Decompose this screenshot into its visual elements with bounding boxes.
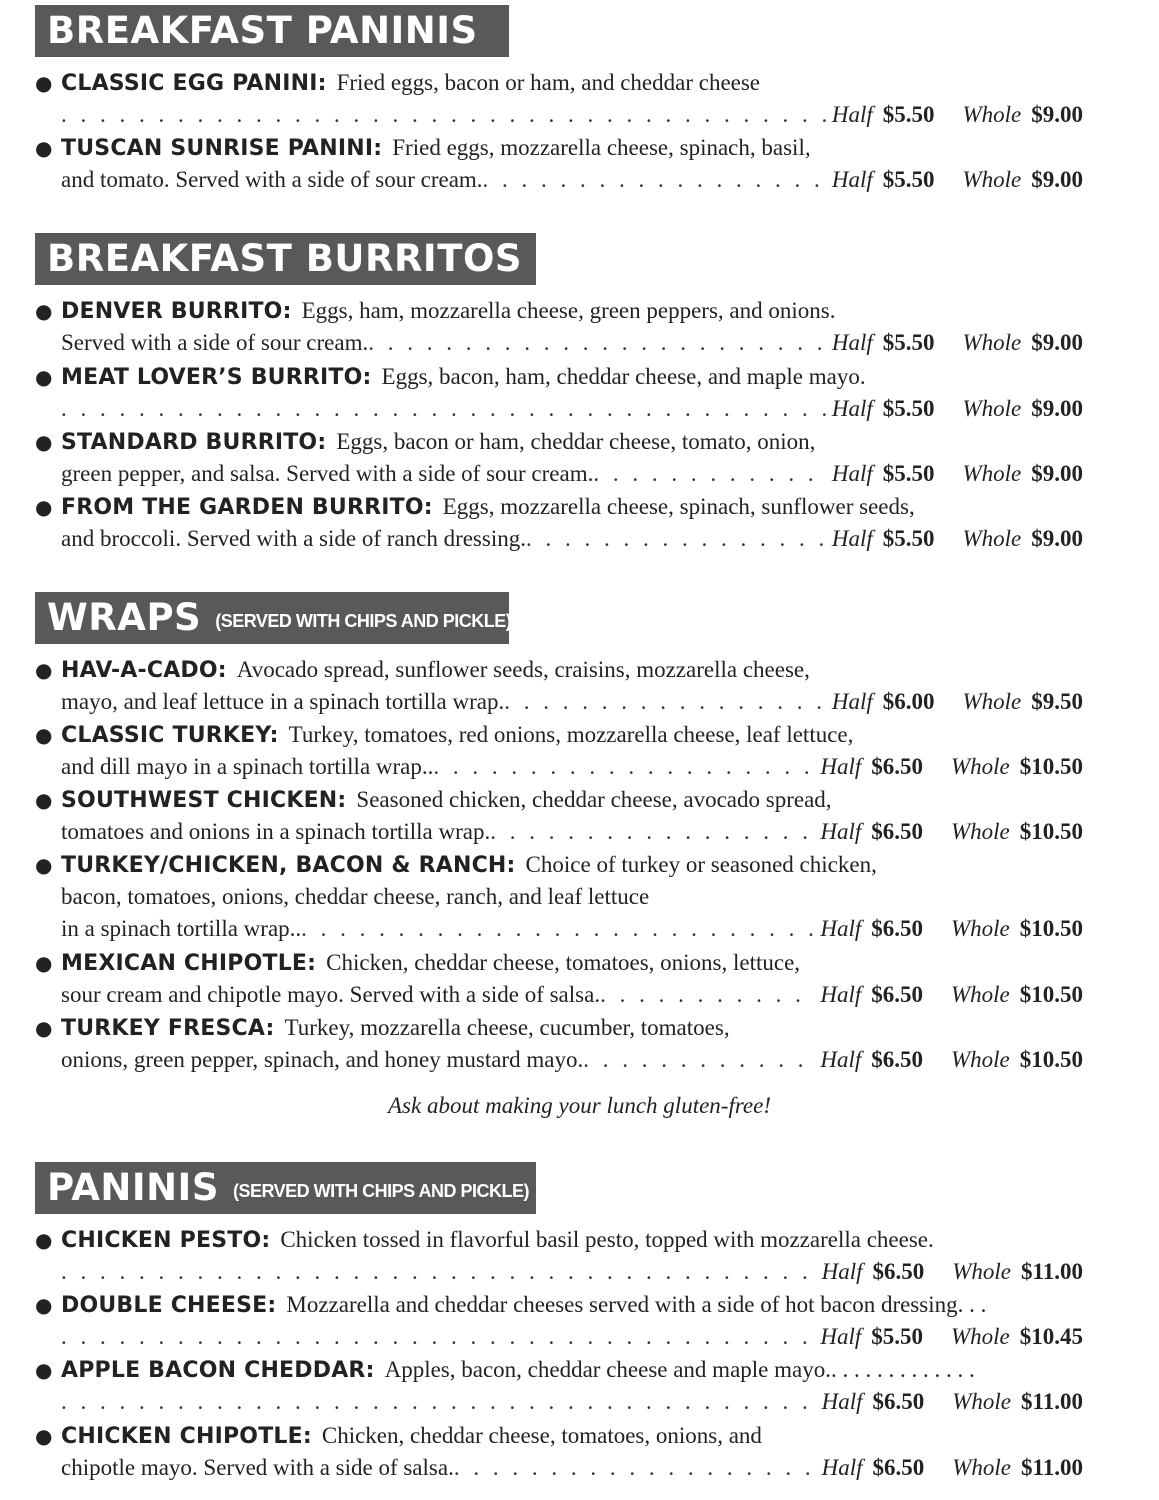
dot-leader <box>583 1044 816 1076</box>
bullet-icon: ● <box>35 723 53 747</box>
item-description: and dill mayo in a spinach tortilla wrap.. <box>61 754 434 779</box>
whole-label: Whole <box>950 819 1010 844</box>
section-subtitle: (SERVED WITH CHIPS AND PICKLE) <box>232 1181 530 1201</box>
half-price: $5.50 <box>882 526 935 551</box>
whole-label: Whole <box>950 916 1010 941</box>
whole-price: $9.00 <box>1031 167 1083 192</box>
whole-label: Whole <box>950 1047 1010 1072</box>
bullet-icon: ● <box>35 951 53 975</box>
whole-label: Whole <box>950 1324 1010 1349</box>
half-label: Half <box>821 1389 863 1414</box>
dot-leader <box>61 1321 816 1353</box>
item-description: Chicken, cheddar cheese, tomatoes, onions, lettuce, <box>326 950 801 975</box>
item-name: CHICKEN CHIPOTLE: <box>61 1424 312 1449</box>
section-subtitle: (SERVED WITH CHIPS AND PICKLE) <box>215 611 512 631</box>
whole-price: $10.50 <box>1019 819 1083 844</box>
dot-leader <box>301 913 816 945</box>
item-name: TURKEY/CHICKEN, BACON & RANCH: <box>61 853 516 878</box>
item-description: mayo, and leaf lettuce in a spinach tortilla wrap. <box>61 689 505 714</box>
half-price: $5.50 <box>882 461 935 486</box>
item-description: Chicken tossed in flavorful basil pesto, topped with mozzarella cheese. <box>280 1227 934 1252</box>
dot-leader <box>61 1386 818 1418</box>
bullet-icon: ● <box>35 1358 53 1382</box>
dot-leader <box>600 979 816 1011</box>
whole-price: $9.00 <box>1031 461 1083 486</box>
half-label: Half <box>820 1047 862 1072</box>
half-price: $5.50 <box>871 1324 923 1349</box>
dot-leader <box>368 327 828 359</box>
half-price: $6.50 <box>872 1455 925 1480</box>
item-name: MEAT LOVER’S BURRITO: <box>61 365 372 390</box>
bullet-icon: ● <box>35 495 53 519</box>
section-title: PANINIS <box>47 1166 219 1209</box>
bullet-icon: ● <box>35 1293 53 1317</box>
whole-label: Whole <box>952 1389 1012 1414</box>
whole-price: $11.00 <box>1021 1389 1083 1414</box>
half-label: Half <box>831 689 873 714</box>
item-description: Fried eggs, mozzarella cheese, spinach, basil, <box>392 135 811 160</box>
half-price: $6.50 <box>872 1389 925 1414</box>
item-description: Apples, bacon, cheddar cheese and maple mayo.. . . . . . . . . . . . . <box>384 1357 975 1382</box>
item-name: DENVER BURRITO: <box>61 299 292 324</box>
section-header <box>35 233 536 285</box>
item-description: Turkey, mozzarella cheese, cucumber, tomatoes, <box>284 1015 730 1040</box>
whole-label: Whole <box>952 1259 1012 1284</box>
half-label: Half <box>831 167 873 192</box>
item-description: Chicken, cheddar cheese, tomatoes, onions, and <box>321 1423 762 1448</box>
half-price: $6.50 <box>871 982 923 1007</box>
whole-price: $10.45 <box>1019 1324 1083 1349</box>
item-name: CHICKEN PESTO: <box>61 1228 271 1253</box>
bullet-icon: ● <box>35 365 53 389</box>
item-name: DOUBLE CHEESE: <box>61 1293 277 1318</box>
item-description: Served with a side of sour cream. <box>61 330 369 355</box>
section-title: WRAPS <box>47 596 202 639</box>
item-name: HAV-A-CADO: <box>61 658 227 683</box>
item-name: MEXICAN CHIPOTLE: <box>61 951 317 976</box>
half-price: $5.50 <box>882 330 935 355</box>
half-price: $6.50 <box>871 819 923 844</box>
half-price: $5.50 <box>882 102 935 127</box>
item-description: and broccoli. Served with a side of ranch dressing. <box>61 526 526 551</box>
dot-leader <box>593 458 827 490</box>
bullet-icon: ● <box>35 430 53 454</box>
whole-label: Whole <box>952 1455 1012 1480</box>
whole-price: $11.00 <box>1021 1455 1083 1480</box>
item-description: sour cream and chipotle mayo. Served with a side of salsa. <box>61 982 601 1007</box>
item-description: Turkey, tomatoes, red onions, mozzarella cheese, leaf lettuce, <box>288 722 854 747</box>
item-description: and tomato. Served with a side of sour cream. <box>61 167 483 192</box>
item-name: TUSCAN SUNRISE PANINI: <box>61 136 383 161</box>
whole-price: $10.50 <box>1019 754 1083 779</box>
half-label: Half <box>820 819 862 844</box>
item-description: onions, green pepper, spinach, and honey mustard mayo. <box>61 1047 584 1072</box>
dot-leader <box>504 686 828 718</box>
item-description: tomatoes and onions in a spinach tortilla wrap. <box>61 819 491 844</box>
whole-price: $10.50 <box>1019 916 1083 941</box>
half-label: Half <box>831 461 873 486</box>
bullet-icon: ● <box>35 853 53 877</box>
whole-price: $9.00 <box>1031 330 1083 355</box>
half-label: Half <box>831 330 873 355</box>
bullet-icon: ● <box>35 658 53 682</box>
whole-price: $9.00 <box>1031 526 1083 551</box>
section-title: BREAKFAST BURRITOS <box>47 237 523 280</box>
item-description: Choice of turkey or seasoned chicken, <box>525 852 877 877</box>
half-label: Half <box>831 396 873 421</box>
whole-label: Whole <box>962 689 1022 714</box>
whole-label: Whole <box>962 396 1022 421</box>
section-header <box>35 5 509 57</box>
bullet-icon: ● <box>35 136 53 160</box>
dot-leader <box>433 751 816 783</box>
half-label: Half <box>820 916 862 941</box>
bullet-icon: ● <box>35 299 53 323</box>
bullet-icon: ● <box>35 1016 53 1040</box>
section-header <box>35 1162 536 1214</box>
dot-leader <box>61 1256 818 1288</box>
bullet-icon: ● <box>35 1424 53 1448</box>
item-name: FROM THE GARDEN BURRITO: <box>61 495 433 520</box>
whole-price: $11.00 <box>1021 1259 1083 1284</box>
item-description: green pepper, and salsa. Served with a side of sour cream. <box>61 461 594 486</box>
dot-leader <box>61 393 828 425</box>
item-description: Eggs, bacon, ham, cheddar cheese, and maple mayo. <box>381 364 866 389</box>
item-description: Eggs, mozzarella cheese, spinach, sunflower seeds, <box>442 494 915 519</box>
half-label: Half <box>821 1259 863 1284</box>
whole-label: Whole <box>962 102 1022 127</box>
gluten-free-note: Ask about making your lunch gluten-free! <box>387 1093 772 1118</box>
half-label: Half <box>831 526 873 551</box>
bullet-icon: ● <box>35 788 53 812</box>
whole-label: Whole <box>962 526 1022 551</box>
dot-leader <box>483 164 828 196</box>
whole-label: Whole <box>962 330 1022 355</box>
half-price: $5.50 <box>882 167 935 192</box>
item-description: Mozzarella and cheddar cheeses served with a side of hot bacon dressing. . . <box>286 1292 987 1317</box>
item-description: chipotle mayo. Served with a side of salsa. <box>61 1455 454 1480</box>
half-label: Half <box>820 982 862 1007</box>
item-name: TURKEY FRESCA: <box>61 1016 275 1041</box>
half-price: $6.00 <box>882 689 935 714</box>
half-label: Half <box>820 1324 862 1349</box>
dot-leader <box>61 99 828 131</box>
whole-label: Whole <box>950 754 1010 779</box>
item-description: in a spinach tortilla wrap.. <box>61 916 302 941</box>
dot-leader <box>490 816 816 848</box>
whole-label: Whole <box>962 461 1022 486</box>
item-name: CLASSIC TURKEY: <box>61 723 279 748</box>
bullet-icon: ● <box>35 1228 53 1252</box>
item-name: APPLE BACON CHEDDAR: <box>61 1358 375 1383</box>
whole-price: $9.00 <box>1031 396 1083 421</box>
dot-leader <box>526 523 828 555</box>
half-label: Half <box>820 754 862 779</box>
item-description: Eggs, ham, mozzarella cheese, green peppers, and onions. <box>301 298 836 323</box>
item-description: bacon, tomatoes, onions, cheddar cheese, ranch, and leaf lettuce <box>61 884 650 909</box>
section-title: BREAKFAST PANINIS <box>47 9 478 52</box>
half-price: $5.50 <box>882 396 935 421</box>
half-price: $6.50 <box>871 1047 923 1072</box>
whole-price: $9.00 <box>1031 102 1083 127</box>
dot-leader <box>454 1452 818 1484</box>
whole-price: $10.50 <box>1019 1047 1083 1072</box>
item-description: Seasoned chicken, cheddar cheese, avocado spread, <box>356 787 832 812</box>
half-label: Half <box>831 102 873 127</box>
item-description: Fried eggs, bacon or ham, and cheddar cheese <box>336 70 761 95</box>
half-price: $6.50 <box>871 754 923 779</box>
item-name: CLASSIC EGG PANINI: <box>61 71 327 96</box>
half-label: Half <box>821 1455 863 1480</box>
whole-price: $10.50 <box>1019 982 1083 1007</box>
item-description: Avocado spread, sunflower seeds, craisins, mozzarella cheese, <box>236 657 810 682</box>
half-price: $6.50 <box>871 916 923 941</box>
whole-label: Whole <box>950 982 1010 1007</box>
whole-label: Whole <box>962 167 1022 192</box>
whole-price: $9.50 <box>1031 689 1083 714</box>
item-name: SOUTHWEST CHICKEN: <box>61 788 347 813</box>
half-price: $6.50 <box>872 1259 925 1284</box>
section-header <box>35 592 512 644</box>
bullet-icon: ● <box>35 71 53 95</box>
item-name: STANDARD BURRITO: <box>61 430 327 455</box>
item-description: Eggs, bacon or ham, cheddar cheese, tomato, onion, <box>336 429 816 454</box>
